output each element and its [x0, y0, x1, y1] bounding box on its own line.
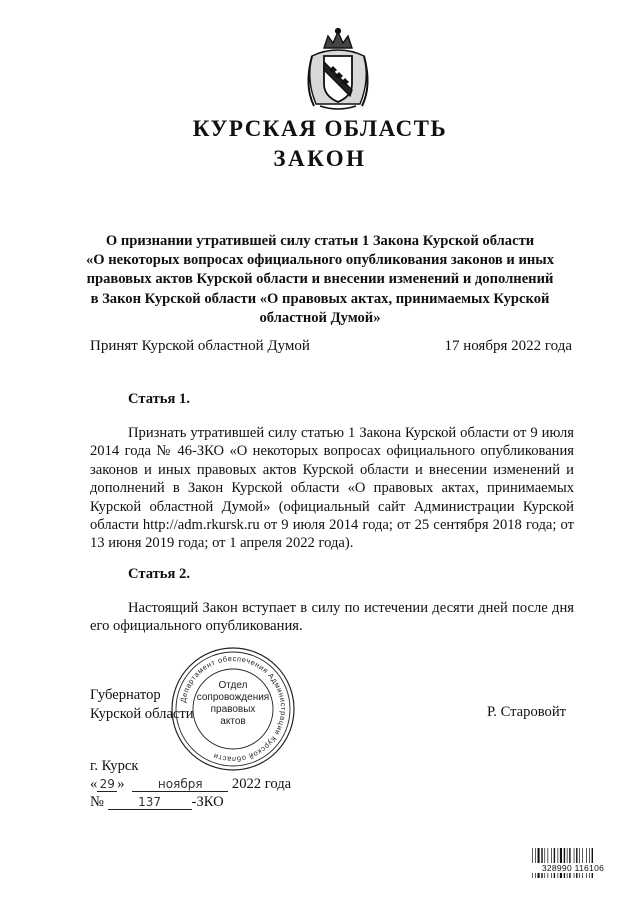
kursk-coat-of-arms-icon — [302, 26, 374, 112]
day-close-quote: » — [117, 776, 125, 792]
title-line: в Закон Курской области «О правовых актах, принимаемых Курской — [90, 290, 550, 307]
month-field: ноября — [132, 777, 228, 792]
article-1-heading: Статья 1. — [128, 391, 190, 407]
stamp-line: Отдел — [218, 680, 248, 691]
title-line: правовых актов Курской области и внесении изменений и дополнений — [86, 271, 554, 288]
signatory-name: Р. Старовойт — [487, 704, 567, 720]
stamp-line: сопровождения — [196, 692, 270, 703]
day-field: 29 — [97, 777, 117, 792]
year-text: 2022 года — [231, 776, 292, 792]
document-type-heading: ЗАКОН — [273, 146, 367, 171]
position-line: Губернатор — [90, 687, 161, 703]
stamp-line: актов — [220, 716, 246, 727]
title-line: О признании утратившей силу статьи 1 Закона Курской области — [105, 233, 535, 249]
city: г. Курск — [90, 758, 139, 774]
article-2-heading: Статья 2. — [128, 566, 190, 582]
stamp-center-text — [170, 680, 296, 728]
stamp-ring-text: Департамент обеспечения Администрации Курской области — [178, 653, 289, 765]
region-heading: КУРСКАЯ ОБЛАСТЬ — [192, 116, 448, 141]
article-2-text: Настоящий Закон вступает в силу по истечении десяти дней после дня его официального опубликования. — [90, 600, 574, 635]
stamp-line: правовых — [210, 704, 256, 715]
adopted-date: 17 ноября 2022 года — [444, 338, 572, 354]
number-suffix: -ЗКО — [191, 794, 224, 810]
law-title — [80, 232, 560, 328]
title-line: «О некоторых вопросах официального опубликования законов и иных — [85, 252, 555, 269]
day-open-quote: « — [90, 776, 98, 792]
adoption-line — [90, 338, 572, 355]
number-field: 137 — [108, 795, 192, 810]
signing-date — [90, 776, 291, 793]
adopted-label: Принят Курской областной Думой — [90, 338, 310, 354]
title-line: областной Думой» — [259, 309, 381, 326]
barcode-number: 328990 116106 — [531, 863, 615, 873]
article-1-text: Признать утратившей силу статью 1 Закона Курской области от 9 июля 2014 года № 46-ЗКО «О некоторых вопросах официального опубликования законов и иных правовых актов Курской области и внесении изменений и дополнений в Закон Курской области «О правовых актах, принимаемых Курской областной Думой» (официальный сайт Администрации Курской области http://adm.rkursk.ru от 9 июля 2014 года; от 25 сентября 2018 года; от 13 июня 2019 года; от 1 апреля 2022 года). — [90, 425, 574, 552]
position-line: Курской области — [90, 706, 194, 722]
law-number — [90, 794, 224, 811]
number-sign: № — [90, 794, 104, 810]
